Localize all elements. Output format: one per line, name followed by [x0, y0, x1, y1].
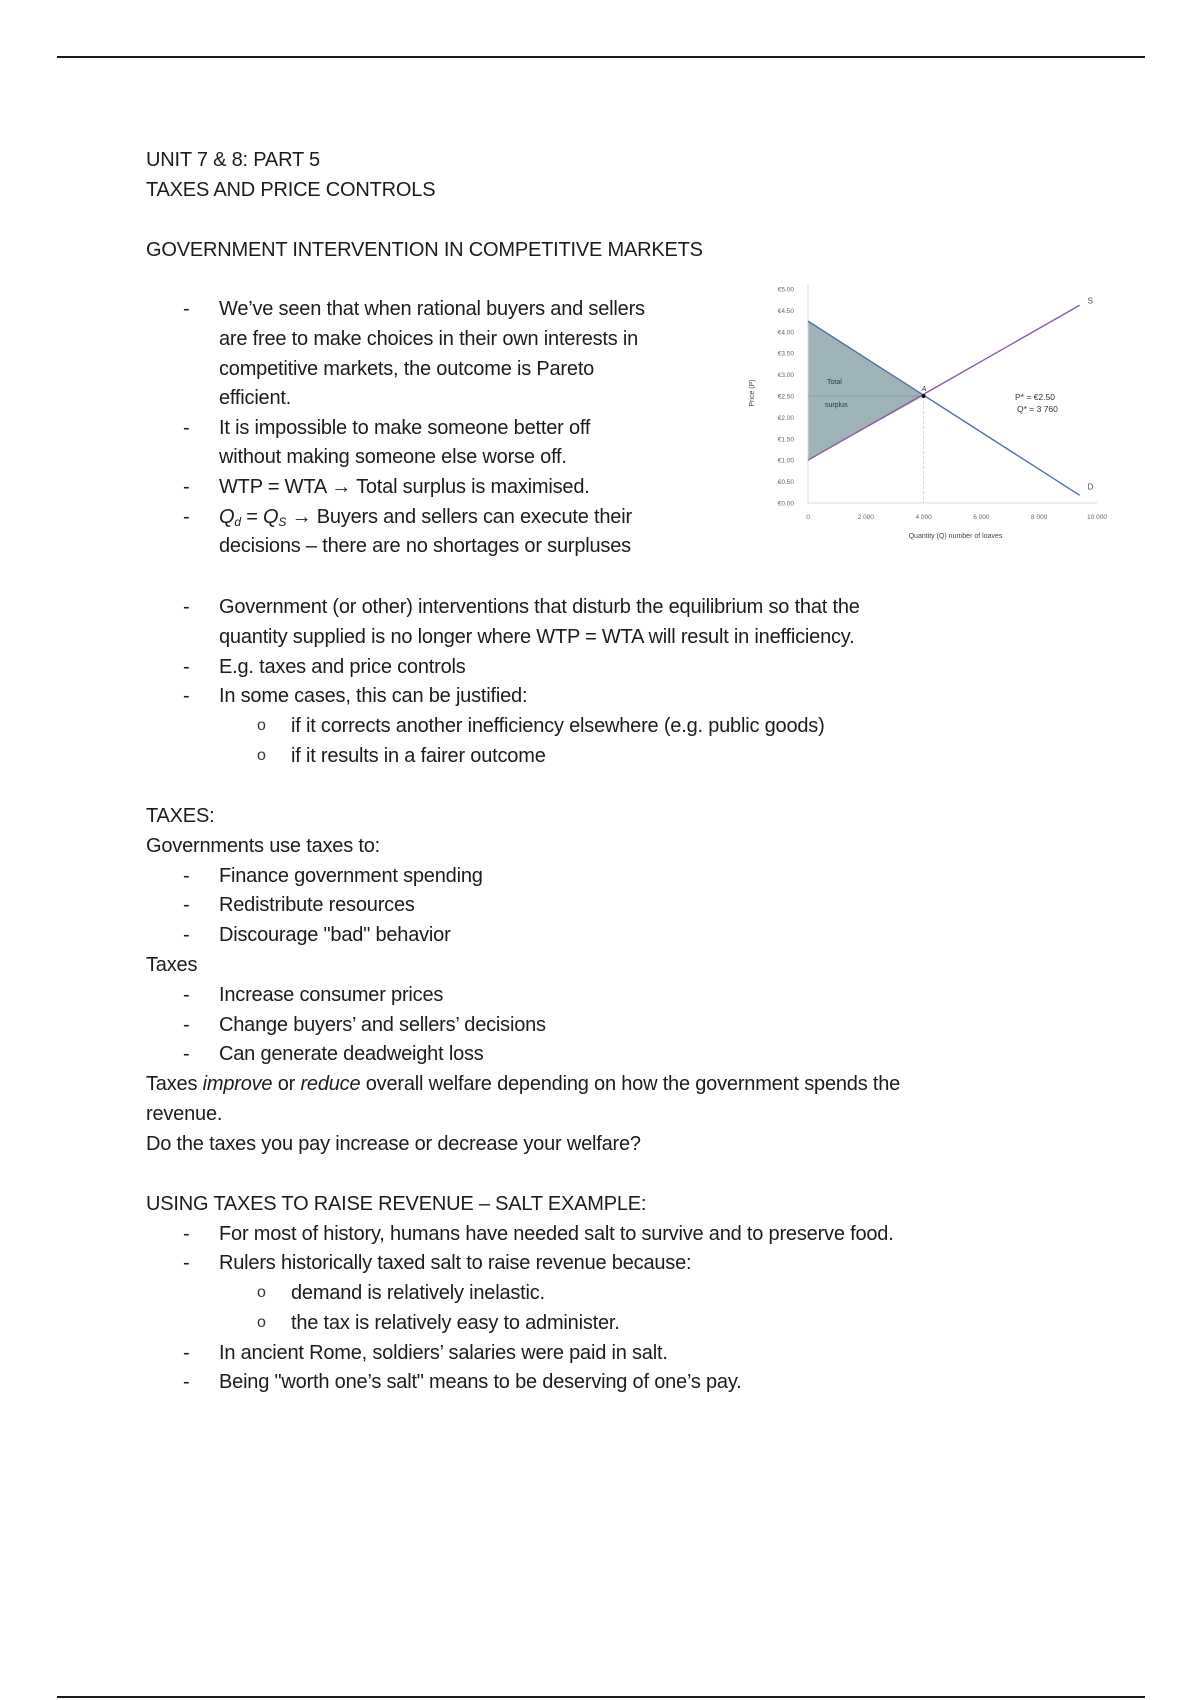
- salt-sub-bullet: the tax is relatively easy to administer.: [291, 1312, 620, 1334]
- welfare-text: overall welfare depending on how the government spends the: [360, 1073, 901, 1095]
- y-tick-label: €0.50: [777, 479, 794, 487]
- header-rule: [57, 56, 1145, 58]
- equilibrium-price-annotation: P* = €2.50: [1015, 392, 1055, 402]
- sub-bullet-text: if it corrects another inefficiency elsewhere (e.g. public goods): [291, 715, 825, 737]
- welfare-statement-cont: revenue.: [146, 1103, 223, 1125]
- tax-use-item: Discourage "bad" behavior: [219, 924, 451, 946]
- bullet-dash: -: [183, 1252, 190, 1274]
- y-tick-label: €2.00: [777, 414, 794, 422]
- y-tick-label: €1.00: [777, 457, 794, 465]
- bullet-dash: -: [183, 298, 190, 320]
- x-tick-label: 0: [806, 514, 810, 521]
- x-tick-label: 10 000: [1087, 514, 1107, 521]
- tax-effect-item: Change buyers’ and sellers’ decisions: [219, 1014, 546, 1036]
- sub-bullet-circle: o: [257, 1284, 266, 1301]
- bullet-dash: -: [183, 656, 190, 678]
- sub-bullet-circle: o: [257, 1314, 266, 1331]
- y-tick-label: €0.00: [777, 500, 794, 508]
- x-tick-label: 8 000: [1031, 514, 1048, 521]
- bullet-text: are free to make choices in their own interests in: [219, 328, 639, 350]
- bullet-dash: -: [183, 984, 190, 1006]
- y-tick-label: €4.50: [777, 307, 794, 315]
- welfare-statement: [146, 1069, 900, 1099]
- section-heading-salt: USING TAXES TO RAISE REVENUE – SALT EXAMPLE:: [146, 1193, 647, 1215]
- equilibrium-label: A: [921, 386, 927, 393]
- unit-title: UNIT 7 & 8: PART 5: [146, 149, 320, 171]
- surplus-label-line1: Total: [827, 379, 842, 387]
- footer-rule: [57, 1696, 1145, 1698]
- bullet-text: We’ve seen that when rational buyers and sellers: [219, 298, 645, 320]
- sub-bullet-circle: o: [257, 747, 266, 764]
- salt-bullet: In ancient Rome, soldiers’ salaries were paid in salt.: [219, 1342, 668, 1364]
- bullet-dash: -: [183, 596, 190, 618]
- bullet-dash: -: [183, 417, 190, 439]
- bullet-dash: -: [183, 476, 190, 498]
- welfare-question: Do the taxes you pay increase or decrease your welfare?: [146, 1133, 641, 1155]
- welfare-text: or: [272, 1073, 301, 1095]
- y-tick-label: €3.50: [777, 350, 794, 358]
- bullet-text: Government (or other) interventions that disturb the equilibrium so that the: [219, 596, 860, 618]
- bullet-text: without making someone else worse off.: [219, 446, 567, 468]
- y-tick-label: €5.00: [777, 286, 794, 294]
- bullet-dash: -: [183, 506, 190, 528]
- q-symbol: Q: [219, 506, 235, 528]
- x-tick-label: 6 000: [973, 514, 990, 521]
- bullet-dash: -: [183, 1223, 190, 1245]
- bullet-dash: -: [183, 1014, 190, 1036]
- bullet-text: → Buyers and sellers can execute their: [286, 506, 632, 528]
- surplus-label-line2: surplus: [825, 402, 848, 410]
- sub-bullet-circle: o: [257, 717, 266, 734]
- d-subscript: d: [234, 515, 241, 529]
- y-tick-label: €3.00: [777, 372, 794, 380]
- x-tick-label: 2 000: [857, 514, 874, 521]
- taxes-intro: Governments use taxes to:: [146, 835, 381, 857]
- welfare-emphasis: reduce: [300, 1073, 361, 1095]
- x-tick-label: 4 000: [915, 514, 932, 521]
- total-surplus-region: [808, 321, 924, 460]
- section-heading-taxes: TAXES:: [146, 805, 215, 827]
- equilibrium-point: [922, 394, 926, 398]
- doc-subtitle: TAXES AND PRICE CONTROLS: [146, 179, 436, 201]
- salt-bullet: For most of history, humans have needed salt to survive and to preserve food.: [219, 1223, 894, 1245]
- bullet-dash: -: [183, 894, 190, 916]
- tax-use-item: Redistribute resources: [219, 894, 415, 916]
- bullet-dash: -: [183, 1043, 190, 1065]
- q-symbol: Q: [263, 506, 279, 528]
- y-tick-label: €2.50: [777, 393, 794, 401]
- bullet-text: In some cases, this can be justified:: [219, 685, 528, 707]
- welfare-text: Taxes: [146, 1073, 203, 1095]
- tax-effect-item: Can generate deadweight loss: [219, 1043, 484, 1065]
- bullet-dash: -: [183, 685, 190, 707]
- bullet-dash: -: [183, 1342, 190, 1364]
- bullet-text: efficient.: [219, 387, 292, 409]
- bullet-text: quantity supplied is no longer where WTP = WTA will result in inefficiency.: [219, 626, 855, 648]
- bullet-text: WTP = WTA → Total surplus is maximised.: [219, 476, 590, 498]
- y-axis-label: Price (P): [749, 379, 756, 407]
- bullet-text: E.g. taxes and price controls: [219, 656, 466, 678]
- bullet-text: decisions – there are no shortages or surpluses: [219, 535, 631, 557]
- tax-use-item: Finance government spending: [219, 865, 483, 887]
- s-subscript: S: [278, 515, 287, 529]
- supply-demand-chart: [740, 270, 1200, 560]
- bullet-dash: -: [183, 924, 190, 946]
- demand-curve-label: D: [1087, 482, 1094, 492]
- y-tick-label: €1.50: [777, 436, 794, 444]
- x-axis-label: Quantity (Q) number of loaves: [908, 533, 1003, 540]
- bullet-text: It is impossible to make someone better off: [219, 417, 591, 439]
- sub-bullet-text: if it results in a fairer outcome: [291, 745, 546, 767]
- salt-sub-bullet: demand is relatively inelastic.: [291, 1282, 545, 1304]
- salt-bullet: Being "worth one’s salt" means to be deserving of one’s pay.: [219, 1371, 742, 1393]
- welfare-emphasis: improve: [202, 1073, 273, 1095]
- salt-bullet: Rulers historically taxed salt to raise revenue because:: [219, 1252, 692, 1274]
- y-tick-label: €4.00: [777, 329, 794, 337]
- bullet-dash: -: [183, 865, 190, 887]
- bullet-text: competitive markets, the outcome is Pareto: [219, 358, 595, 380]
- equilibrium-quantity-annotation: Q* = 3 760: [1017, 404, 1058, 414]
- equals: =: [240, 506, 264, 528]
- bullet-dash: -: [183, 1371, 190, 1393]
- section-heading-intervention: GOVERNMENT INTERVENTION IN COMPETITIVE MARKETS: [146, 239, 703, 261]
- tax-effect-item: Increase consumer prices: [219, 984, 444, 1006]
- taxes-label: Taxes: [146, 954, 198, 976]
- supply-curve-label: S: [1087, 296, 1094, 306]
